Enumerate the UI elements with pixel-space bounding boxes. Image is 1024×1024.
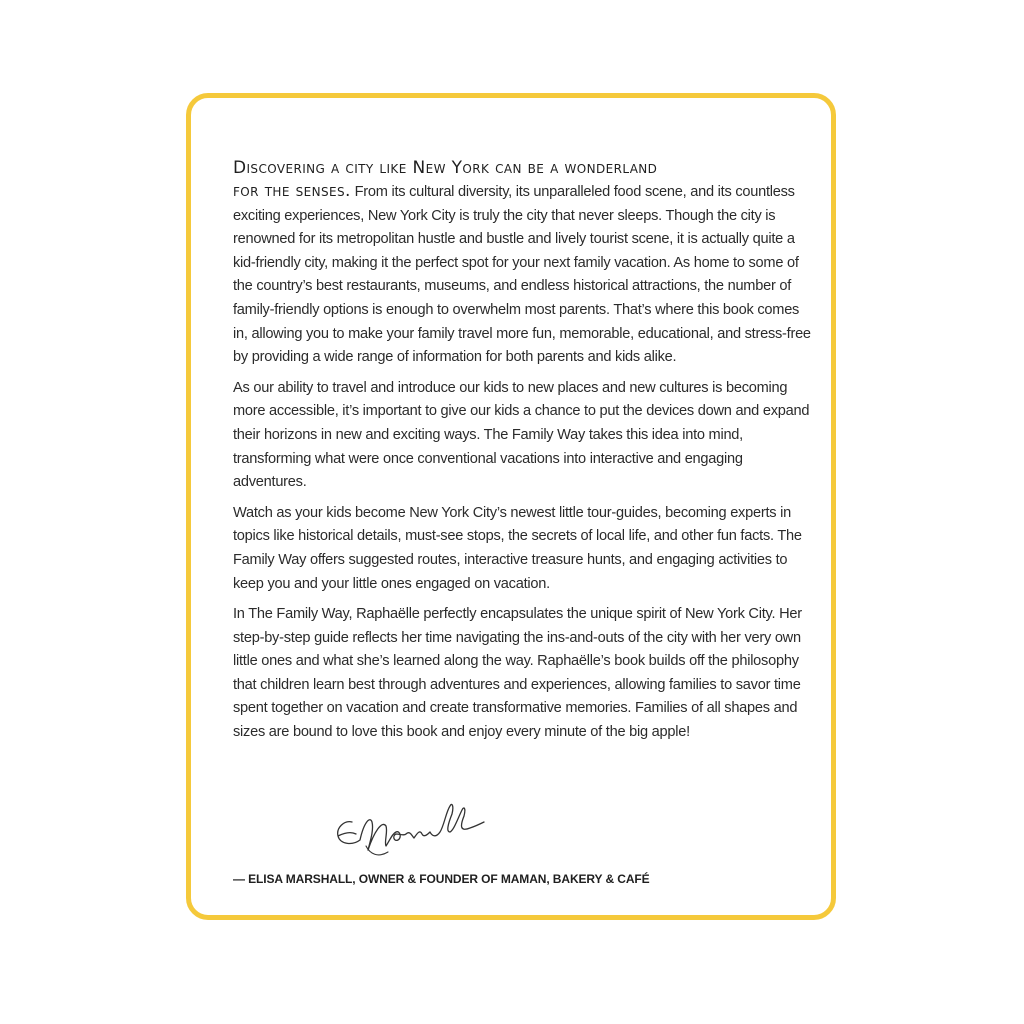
lead-heading-line2: for the senses. bbox=[233, 181, 351, 201]
paragraph-4: In The Family Way, Raphaëlle perfectly encapsulates the unique spirit of New York City. Her step-by-step guide reflects her time navigating the ins-and-outs of the city with her very own little ones and what she’s learned along the way. Raphaëlle’s book builds off the philosophy that children learn best through adventures and experiences, allowing families to savor time spent together on vacation and create transformative memories. Families of all shapes and sizes are bound to love this book and enjoy every minute of the big apple! bbox=[233, 606, 802, 741]
signature bbox=[330, 792, 490, 862]
intro-paragraph bbox=[233, 156, 813, 370]
paragraph-2: As our ability to travel and introduce our kids to new places and new cultures is becoming more accessible, it’s important to give our kids a chance to put the devices down and expand their horizons in new and exciting ways. The Family Way takes this idea into mind, transforming what were once conventional vacations into interactive and engaging adventures. bbox=[233, 379, 810, 491]
intro-body: From its cultural diversity, its unparalleled food scene, and its countless exciting experiences, New York City is truly the city that never sleeps. Though the city is renowned for its metropolitan hustle and bustle and lively tourist scene, it is actually quite a kid-friendly city, making it the perfect spot for your next family vacation. As home to some of the country’s best restaurants, museums, and endless historical attractions, the number of family-friendly options is enough to overwhelm most parents. That’s where this book comes in, allowing you to make your family travel more fun, memorable, educational, and stress-free by providing a wide range of information for both parents and kids alike. bbox=[233, 184, 811, 366]
lead-heading-line1: Discovering a city like New York can be a wonderland bbox=[233, 158, 658, 178]
paragraph-3: Watch as your kids become New York City’s newest little tour-guides, becoming experts in topics like historical details, must-see stops, the secrets of local life, and other fun facts. The Family Way offers suggested routes, interactive treasure hunts, and engaging activities to keep you and your little ones engaged on vacation. bbox=[233, 504, 802, 592]
foreword-text bbox=[233, 156, 813, 752]
attribution: — ELISA MARSHALL, OWNER & FOUNDER OF MAMAN, BAKERY & CAFÉ bbox=[233, 872, 650, 886]
